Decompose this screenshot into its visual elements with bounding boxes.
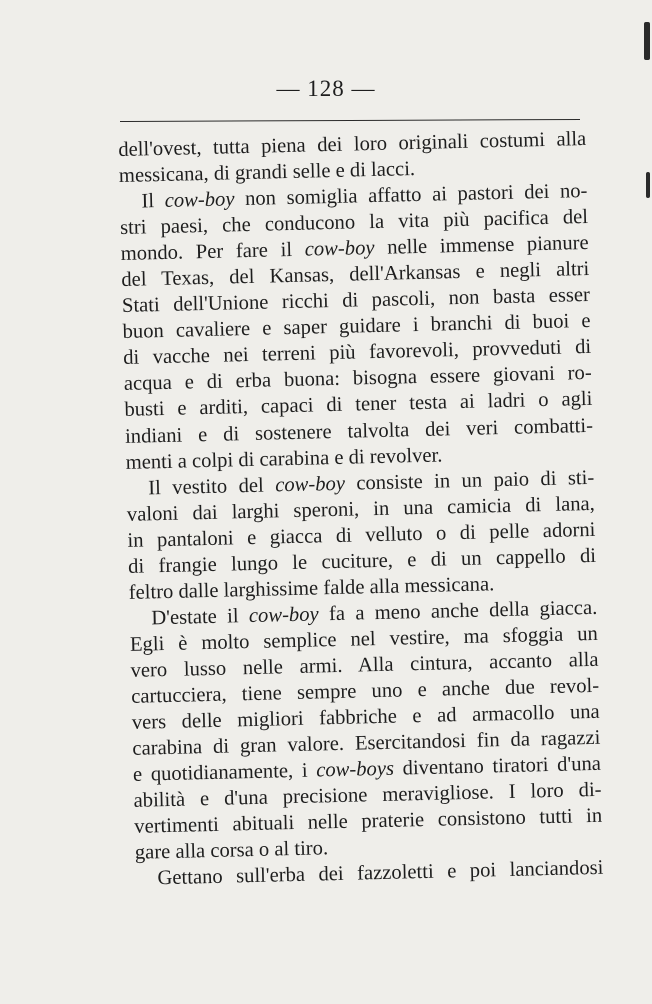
page-number: — 128 — <box>276 76 376 101</box>
text-line: vero lusso nelle armi. Alla cintura, accanto alla <box>130 648 599 682</box>
text-line: carabina di gran valore. Esercitandosi fin da ragazzi <box>132 726 601 760</box>
page-edge-mark <box>644 22 650 60</box>
page-edge-mark <box>646 172 650 198</box>
text-line: di frangie lungo le cuciture, e di un cappello di <box>127 544 597 578</box>
body-text <box>118 126 604 892</box>
text-line: di vacche nei terreni più favorevoli, provveduti di <box>122 336 592 370</box>
text-line: indiani e di sostenere talvolta dei veri combatti- <box>124 414 594 448</box>
text-line: valoni dai larghi speroni, in una camicia di lana, <box>126 492 596 526</box>
header-rule <box>120 119 580 122</box>
text-line: Il cow-boy non somiglia affatto ai pastori dei no- <box>141 180 588 213</box>
text-line: vertimenti abituali nelle praterie consistono tutti in <box>134 805 603 839</box>
text-line: mondo. Per fare il cow-boy nelle immense pianure <box>120 232 589 266</box>
text-line: gare alla corsa o al tiro. <box>134 837 329 865</box>
text-line: acqua e di erba buona: bisogna essere giovani ro- <box>123 362 592 396</box>
text-line: e quotidianamente, i cow-boys diventano tiratori d'una <box>132 752 602 786</box>
text-line: abilità e d'una precisione meravigliose. I loro di- <box>133 778 602 812</box>
text-line: feltro dalle larghissime falde alla messicana. <box>128 573 495 604</box>
text-line: Stati dell'Unione ricchi di pascoli, non basta esser <box>121 284 591 318</box>
text-line: dell'ovest, tutta piena dei loro originali costumi alla <box>118 127 587 161</box>
text-line: in pantaloni e giacca di velluto o di pelle adorni <box>127 518 596 552</box>
text-line: buon cavaliere e saper guidare i branchi di buoi e <box>122 310 591 344</box>
text-line: menti a colpi di carabina e di revolver. <box>125 444 443 474</box>
text-line: cartucciera, tiene sempre uno e anche due revol- <box>130 674 600 708</box>
text-line: vers delle migliori fabbriche e ad armacollo una <box>131 700 600 734</box>
text-line: Egli è molto semplice nel vestire, ma sfoggia un <box>129 622 599 656</box>
text-line: D'estate il cow-boy fa a meno anche della giacca. <box>151 596 598 630</box>
text-line: Il vestito del cow-boy consiste in un paio di sti- <box>148 466 595 499</box>
text-line: del Texas, del Kansas, dell'Arkansas e negli altri <box>121 258 590 292</box>
text-line: Gettano sull'erba dei fazzoletti e poi lanciandosi <box>157 857 604 890</box>
text-line: messicana, di grandi selle e di lacci. <box>118 158 416 188</box>
text-line: stri paesi, che conducono la vita più pacifica del <box>119 206 589 240</box>
text-line: busti e arditi, capaci di tener testa ai ladri o agli <box>124 388 593 422</box>
